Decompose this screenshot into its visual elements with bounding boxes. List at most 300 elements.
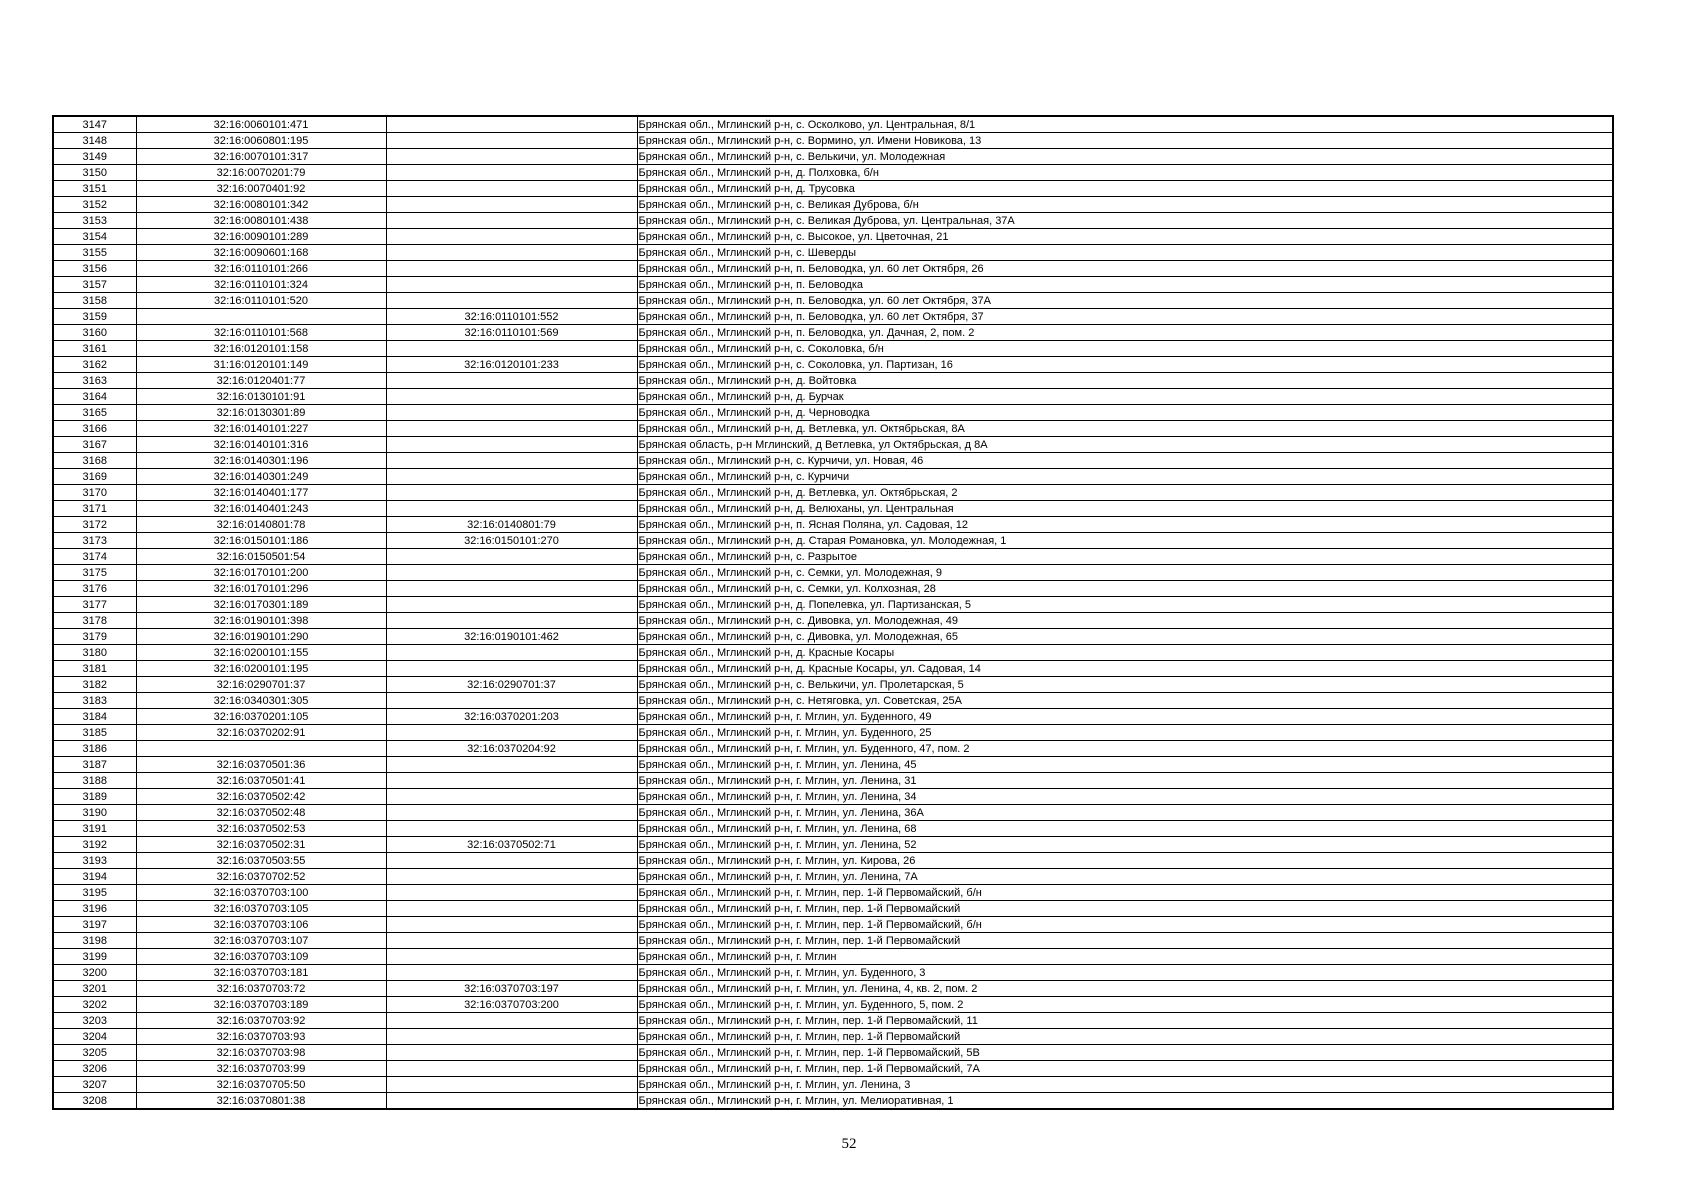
cadastral-number-cell: 31:16:0120101:149	[136, 357, 386, 373]
related-cadastral-number-cell: 32:16:0370703:197	[386, 981, 637, 997]
cadastral-number-cell: 32:16:0080101:342	[136, 197, 386, 213]
related-cadastral-number-cell	[386, 421, 637, 437]
table-row	[53, 1029, 1613, 1045]
property-table	[52, 115, 1614, 1110]
row-number-cell: 3176	[53, 581, 136, 597]
row-number-cell: 3158	[53, 293, 136, 309]
table-row	[53, 549, 1613, 565]
address-cell: Брянская обл., Мглинский р-н, с. Велькичи, ул. Молодежная	[637, 149, 1613, 165]
cadastral-number-cell: 32:16:0060801:195	[136, 133, 386, 149]
cadastral-number-cell: 32:16:0070401:92	[136, 181, 386, 197]
related-cadastral-number-cell	[386, 645, 637, 661]
related-cadastral-number-cell: 32:16:0120101:233	[386, 357, 637, 373]
row-number-cell: 3190	[53, 805, 136, 821]
row-number-cell: 3185	[53, 725, 136, 741]
cadastral-number-cell: 32:16:0200101:155	[136, 645, 386, 661]
related-cadastral-number-cell	[386, 949, 637, 965]
address-cell: Брянская обл., Мглинский р-н, п. Беловодка, ул. 60 лет Октября, 26	[637, 261, 1613, 277]
address-cell: Брянская обл., Мглинский р-н, с. Курчичи, ул. Новая, 46	[637, 453, 1613, 469]
table-row	[53, 325, 1613, 341]
cadastral-number-cell: 32:16:0090601:168	[136, 245, 386, 261]
table-row	[53, 581, 1613, 597]
table-row	[53, 645, 1613, 661]
cadastral-number-cell: 32:16:0140301:196	[136, 453, 386, 469]
address-cell: Брянская обл., Мглинский р-н, п. Беловодка, ул. 60 лет Октября, 37А	[637, 293, 1613, 309]
address-cell: Брянская обл., Мглинский р-н, п. Ясная Поляна, ул. Садовая, 12	[637, 517, 1613, 533]
address-cell: Брянская обл., Мглинский р-н, д. Бурчак	[637, 389, 1613, 405]
cadastral-number-cell: 32:16:0370501:36	[136, 757, 386, 773]
address-cell: Брянская обл., Мглинский р-н, д. Ветлевка, ул. Октябрьская, 8А	[637, 421, 1613, 437]
cadastral-number-cell: 32:16:0370703:107	[136, 933, 386, 949]
cadastral-number-cell: 32:16:0120401:77	[136, 373, 386, 389]
row-number-cell: 3149	[53, 149, 136, 165]
cadastral-number-cell: 32:16:0140101:316	[136, 437, 386, 453]
table-row	[53, 116, 1613, 133]
table-row	[53, 405, 1613, 421]
related-cadastral-number-cell	[386, 341, 637, 357]
address-cell: Брянская обл., Мглинский р-н, г. Мглин, ул. Ленина, 4, кв. 2, пом. 2	[637, 981, 1613, 997]
related-cadastral-number-cell	[386, 405, 637, 421]
related-cadastral-number-cell	[386, 293, 637, 309]
cadastral-number-cell: 32:16:0370703:105	[136, 901, 386, 917]
table-row	[53, 261, 1613, 277]
cadastral-number-cell: 32:16:0140401:243	[136, 501, 386, 517]
table-row	[53, 293, 1613, 309]
row-number-cell: 3178	[53, 613, 136, 629]
address-cell: Брянская обл., Мглинский р-н, г. Мглин, ул. Буденного, 49	[637, 709, 1613, 725]
related-cadastral-number-cell: 32:16:0370703:200	[386, 997, 637, 1013]
cadastral-number-cell: 32:16:0200101:195	[136, 661, 386, 677]
row-number-cell: 3166	[53, 421, 136, 437]
table-row	[53, 597, 1613, 613]
cadastral-number-cell: 32:16:0370801:38	[136, 1093, 386, 1110]
table-row	[53, 485, 1613, 501]
address-cell: Брянская обл., Мглинский р-н, г. Мглин, ул. Ленина, 31	[637, 773, 1613, 789]
related-cadastral-number-cell	[386, 389, 637, 405]
table-row	[53, 533, 1613, 549]
table-row	[53, 229, 1613, 245]
cadastral-number-cell: 32:16:0290701:37	[136, 677, 386, 693]
related-cadastral-number-cell: 32:16:0110101:569	[386, 325, 637, 341]
address-cell: Брянская обл., Мглинский р-н, д. Войтовка	[637, 373, 1613, 389]
cadastral-number-cell: 32:16:0190101:398	[136, 613, 386, 629]
cadastral-number-cell: 32:16:0370703:98	[136, 1045, 386, 1061]
address-cell: Брянская обл., Мглинский р-н, д. Попелевка, ул. Партизанская, 5	[637, 597, 1613, 613]
row-number-cell: 3204	[53, 1029, 136, 1045]
address-cell: Брянская обл., Мглинский р-н, д. Полховка, б/н	[637, 165, 1613, 181]
row-number-cell: 3188	[53, 773, 136, 789]
cadastral-number-cell: 32:16:0370703:106	[136, 917, 386, 933]
table-row	[53, 1013, 1613, 1029]
address-cell: Брянская обл., Мглинский р-н, г. Мглин, пер. 1-й Первомайский	[637, 933, 1613, 949]
row-number-cell: 3186	[53, 741, 136, 757]
row-number-cell: 3184	[53, 709, 136, 725]
row-number-cell: 3165	[53, 405, 136, 421]
cadastral-number-cell: 32:16:0340301:305	[136, 693, 386, 709]
cadastral-number-cell: 32:16:0370703:189	[136, 997, 386, 1013]
table-row	[53, 133, 1613, 149]
row-number-cell: 3181	[53, 661, 136, 677]
related-cadastral-number-cell	[386, 853, 637, 869]
cadastral-number-cell: 32:16:0370702:52	[136, 869, 386, 885]
related-cadastral-number-cell	[386, 1013, 637, 1029]
row-number-cell: 3179	[53, 629, 136, 645]
table-row	[53, 885, 1613, 901]
cadastral-number-cell: 32:16:0370703:109	[136, 949, 386, 965]
row-number-cell: 3170	[53, 485, 136, 501]
related-cadastral-number-cell	[386, 1061, 637, 1077]
row-number-cell: 3151	[53, 181, 136, 197]
address-cell: Брянская обл., Мглинский р-н, с. Дивовка, ул. Молодежная, 49	[637, 613, 1613, 629]
related-cadastral-number-cell: 32:16:0290701:37	[386, 677, 637, 693]
row-number-cell: 3192	[53, 837, 136, 853]
address-cell: Брянская обл., Мглинский р-н, г. Мглин, пер. 1-й Первомайский	[637, 1029, 1613, 1045]
table-row	[53, 709, 1613, 725]
address-cell: Брянская обл., Мглинский р-н, с. Семки, ул. Молодежная, 9	[637, 565, 1613, 581]
row-number-cell: 3172	[53, 517, 136, 533]
address-cell: Брянская обл., Мглинский р-н, д. Красные Косары, ул. Садовая, 14	[637, 661, 1613, 677]
related-cadastral-number-cell	[386, 213, 637, 229]
row-number-cell: 3177	[53, 597, 136, 613]
row-number-cell: 3156	[53, 261, 136, 277]
address-cell: Брянская обл., Мглинский р-н, с. Высокое, ул. Цветочная, 21	[637, 229, 1613, 245]
row-number-cell: 3168	[53, 453, 136, 469]
address-cell: Брянская обл., Мглинский р-н, г. Мглин, пер. 1-й Первомайский	[637, 901, 1613, 917]
related-cadastral-number-cell	[386, 933, 637, 949]
row-number-cell: 3150	[53, 165, 136, 181]
table-row	[53, 421, 1613, 437]
address-cell: Брянская обл., Мглинский р-н, с. Нетяговка, ул. Советская, 25А	[637, 693, 1613, 709]
table-row	[53, 629, 1613, 645]
table-row	[53, 517, 1613, 533]
row-number-cell: 3182	[53, 677, 136, 693]
table-row	[53, 501, 1613, 517]
related-cadastral-number-cell	[386, 1045, 637, 1061]
table-row	[53, 757, 1613, 773]
related-cadastral-number-cell	[386, 133, 637, 149]
related-cadastral-number-cell	[386, 165, 637, 181]
related-cadastral-number-cell: 32:16:0190101:462	[386, 629, 637, 645]
address-cell: Брянская обл., Мглинский р-н, г. Мглин, ул. Буденного, 3	[637, 965, 1613, 981]
cadastral-number-cell: 32:16:0110101:520	[136, 293, 386, 309]
table-row	[53, 213, 1613, 229]
related-cadastral-number-cell: 32:16:0110101:552	[386, 309, 637, 325]
related-cadastral-number-cell: 32:16:0140801:79	[386, 517, 637, 533]
address-cell: Брянская обл., Мглинский р-н, п. Беловодка, ул. Дачная, 2, пом. 2	[637, 325, 1613, 341]
address-cell: Брянская обл., Мглинский р-н, с. Великая Дуброва, ул. Центральная, 37А	[637, 213, 1613, 229]
related-cadastral-number-cell	[386, 613, 637, 629]
table-row	[53, 933, 1613, 949]
row-number-cell: 3191	[53, 821, 136, 837]
table-row	[53, 965, 1613, 981]
address-cell: Брянская обл., Мглинский р-н, д. Ветлевка, ул. Октябрьская, 2	[637, 485, 1613, 501]
address-cell: Брянская обл., Мглинский р-н, с. Соколовка, ул. Партизан, 16	[637, 357, 1613, 373]
cadastral-number-cell: 32:16:0170101:296	[136, 581, 386, 597]
table-row	[53, 693, 1613, 709]
address-cell: Брянская обл., Мглинский р-н, г. Мглин, ул. Ленина, 68	[637, 821, 1613, 837]
row-number-cell: 3173	[53, 533, 136, 549]
address-cell: Брянская обл., Мглинский р-н, г. Мглин, ул. Буденного, 5, пом. 2	[637, 997, 1613, 1013]
row-number-cell: 3175	[53, 565, 136, 581]
row-number-cell: 3183	[53, 693, 136, 709]
table-row	[53, 165, 1613, 181]
related-cadastral-number-cell	[386, 789, 637, 805]
cadastral-number-cell: 32:16:0370201:105	[136, 709, 386, 725]
row-number-cell: 3160	[53, 325, 136, 341]
related-cadastral-number-cell	[386, 917, 637, 933]
related-cadastral-number-cell	[386, 437, 637, 453]
table-row	[53, 149, 1613, 165]
address-cell: Брянская обл., Мглинский р-н, г. Мглин, ул. Мелиоративная, 1	[637, 1093, 1613, 1110]
table-row	[53, 613, 1613, 629]
related-cadastral-number-cell	[386, 229, 637, 245]
address-cell: Брянская обл., Мглинский р-н, с. Курчичи	[637, 469, 1613, 485]
address-cell: Брянская обл., Мглинский р-н, с. Шеверды	[637, 245, 1613, 261]
row-number-cell: 3147	[53, 116, 136, 133]
row-number-cell: 3194	[53, 869, 136, 885]
related-cadastral-number-cell	[386, 693, 637, 709]
address-cell: Брянская обл., Мглинский р-н, г. Мглин, ул. Ленина, 34	[637, 789, 1613, 805]
table-body	[53, 116, 1613, 1109]
related-cadastral-number-cell	[386, 805, 637, 821]
cadastral-number-cell: 32:16:0110101:568	[136, 325, 386, 341]
address-cell: Брянская обл., Мглинский р-н, с. Дивовка, ул. Молодежная, 65	[637, 629, 1613, 645]
table-row	[53, 181, 1613, 197]
table-row	[53, 853, 1613, 869]
address-cell: Брянская обл., Мглинский р-н, с. Семки, ул. Колхозная, 28	[637, 581, 1613, 597]
table-row	[53, 789, 1613, 805]
related-cadastral-number-cell	[386, 181, 637, 197]
related-cadastral-number-cell	[386, 581, 637, 597]
address-cell: Брянская обл., Мглинский р-н, г. Мглин	[637, 949, 1613, 965]
row-number-cell: 3206	[53, 1061, 136, 1077]
related-cadastral-number-cell: 32:16:0150101:270	[386, 533, 637, 549]
table-row	[53, 197, 1613, 213]
address-cell: Брянская обл., Мглинский р-н, п. Беловодка	[637, 277, 1613, 293]
row-number-cell: 3189	[53, 789, 136, 805]
cadastral-number-cell: 32:16:0140301:249	[136, 469, 386, 485]
row-number-cell: 3195	[53, 885, 136, 901]
related-cadastral-number-cell	[386, 1093, 637, 1110]
related-cadastral-number-cell	[386, 965, 637, 981]
related-cadastral-number-cell	[386, 469, 637, 485]
row-number-cell: 3164	[53, 389, 136, 405]
row-number-cell: 3193	[53, 853, 136, 869]
row-number-cell: 3167	[53, 437, 136, 453]
row-number-cell: 3174	[53, 549, 136, 565]
address-cell: Брянская обл., Мглинский р-н, г. Мглин, ул. Ленина, 45	[637, 757, 1613, 773]
address-cell: Брянская обл., Мглинский р-н, д. Трусовка	[637, 181, 1613, 197]
cadastral-number-cell: 32:16:0080101:438	[136, 213, 386, 229]
address-cell: Брянская обл., Мглинский р-н, д. Черноводка	[637, 405, 1613, 421]
related-cadastral-number-cell: 32:16:0370201:203	[386, 709, 637, 725]
related-cadastral-number-cell	[386, 757, 637, 773]
address-cell: Брянская обл., Мглинский р-н, г. Мглин, ул. Буденного, 47, пом. 2	[637, 741, 1613, 757]
row-number-cell: 3154	[53, 229, 136, 245]
cadastral-number-cell: 32:16:0060101:471	[136, 116, 386, 133]
table-row	[53, 389, 1613, 405]
cadastral-number-cell	[136, 741, 386, 757]
cadastral-number-cell: 32:16:0370703:72	[136, 981, 386, 997]
table-row	[53, 869, 1613, 885]
related-cadastral-number-cell	[386, 565, 637, 581]
row-number-cell: 3203	[53, 1013, 136, 1029]
table-row	[53, 1061, 1613, 1077]
row-number-cell: 3208	[53, 1093, 136, 1110]
related-cadastral-number-cell	[386, 501, 637, 517]
page-number: 52	[841, 1136, 857, 1152]
address-cell: Брянская обл., Мглинский р-н, г. Мглин, ул. Ленина, 3	[637, 1077, 1613, 1093]
related-cadastral-number-cell	[386, 821, 637, 837]
cadastral-number-cell: 32:16:0190101:290	[136, 629, 386, 645]
cadastral-number-cell: 32:16:0170301:189	[136, 597, 386, 613]
row-number-cell: 3169	[53, 469, 136, 485]
cadastral-number-cell: 32:16:0370502:53	[136, 821, 386, 837]
row-number-cell: 3205	[53, 1045, 136, 1061]
address-cell: Брянская обл., Мглинский р-н, г. Мглин, ул. Ленина, 36А	[637, 805, 1613, 821]
table-row	[53, 997, 1613, 1013]
table-row	[53, 901, 1613, 917]
row-number-cell: 3200	[53, 965, 136, 981]
table-row	[53, 373, 1613, 389]
row-number-cell: 3197	[53, 917, 136, 933]
address-cell: Брянская обл., Мглинский р-н, с. Разрытое	[637, 549, 1613, 565]
address-cell: Брянская обл., Мглинский р-н, с. Вормино, ул. Имени Новикова, 13	[637, 133, 1613, 149]
row-number-cell: 3207	[53, 1077, 136, 1093]
cadastral-number-cell: 32:16:0070201:79	[136, 165, 386, 181]
table-row	[53, 741, 1613, 757]
related-cadastral-number-cell	[386, 453, 637, 469]
related-cadastral-number-cell	[386, 197, 637, 213]
related-cadastral-number-cell: 32:16:0370502:71	[386, 837, 637, 853]
row-number-cell: 3153	[53, 213, 136, 229]
related-cadastral-number-cell	[386, 116, 637, 133]
address-cell: Брянская обл., Мглинский р-н, г. Мглин, пер. 1-й Первомайский, 7А	[637, 1061, 1613, 1077]
cadastral-number-cell: 32:16:0370703:92	[136, 1013, 386, 1029]
related-cadastral-number-cell	[386, 661, 637, 677]
row-number-cell: 3159	[53, 309, 136, 325]
cadastral-number-cell: 32:16:0120101:158	[136, 341, 386, 357]
address-cell: Брянская обл., Мглинский р-н, д. Старая Романовка, ул. Молодежная, 1	[637, 533, 1613, 549]
cadastral-number-cell: 32:16:0370502:31	[136, 837, 386, 853]
related-cadastral-number-cell	[386, 1077, 637, 1093]
cadastral-number-cell: 32:16:0110101:324	[136, 277, 386, 293]
cadastral-number-cell: 32:16:0070101:317	[136, 149, 386, 165]
cadastral-number-cell: 32:16:0370703:181	[136, 965, 386, 981]
address-cell: Брянская обл., Мглинский р-н, с. Осколково, ул. Центральная, 8/1	[637, 116, 1613, 133]
table-row	[53, 453, 1613, 469]
address-cell: Брянская область, р-н Мглинский, д Ветлевка, ул Октябрьская, д 8А	[637, 437, 1613, 453]
table-row	[53, 437, 1613, 453]
cadastral-number-cell: 32:16:0140101:227	[136, 421, 386, 437]
cadastral-number-cell: 32:16:0370501:41	[136, 773, 386, 789]
address-cell: Брянская обл., Мглинский р-н, д. Красные Косары	[637, 645, 1613, 661]
cadastral-number-cell: 32:16:0110101:266	[136, 261, 386, 277]
cadastral-number-cell: 32:16:0140401:177	[136, 485, 386, 501]
table-row	[53, 341, 1613, 357]
cadastral-number-cell: 32:16:0140801:78	[136, 517, 386, 533]
table-row	[53, 661, 1613, 677]
related-cadastral-number-cell	[386, 149, 637, 165]
related-cadastral-number-cell	[386, 869, 637, 885]
row-number-cell: 3161	[53, 341, 136, 357]
cadastral-number-cell: 32:16:0370703:99	[136, 1061, 386, 1077]
table-row	[53, 277, 1613, 293]
cadastral-number-cell: 32:16:0370705:50	[136, 1077, 386, 1093]
cadastral-number-cell: 32:16:0370703:93	[136, 1029, 386, 1045]
table-row	[53, 773, 1613, 789]
table-row	[53, 1093, 1613, 1110]
row-number-cell: 3187	[53, 757, 136, 773]
cadastral-number-cell: 32:16:0370502:48	[136, 805, 386, 821]
address-cell: Брянская обл., Мглинский р-н, г. Мглин, ул. Ленина, 7А	[637, 869, 1613, 885]
table-row	[53, 821, 1613, 837]
address-cell: Брянская обл., Мглинский р-н, с. Великая Дуброва, б/н	[637, 197, 1613, 213]
address-cell: Брянская обл., Мглинский р-н, п. Беловодка, ул. 60 лет Октября, 37	[637, 309, 1613, 325]
address-cell: Брянская обл., Мглинский р-н, г. Мглин, пер. 1-й Первомайский, б/н	[637, 885, 1613, 901]
address-cell: Брянская обл., Мглинский р-н, с. Велькичи, ул. Пролетарская, 5	[637, 677, 1613, 693]
cadastral-number-cell: 32:16:0150101:186	[136, 533, 386, 549]
cadastral-number-cell: 32:16:0130301:89	[136, 405, 386, 421]
row-number-cell: 3171	[53, 501, 136, 517]
table-row	[53, 805, 1613, 821]
table-row	[53, 725, 1613, 741]
cadastral-number-cell	[136, 309, 386, 325]
row-number-cell: 3148	[53, 133, 136, 149]
table-row	[53, 1077, 1613, 1093]
table-row	[53, 565, 1613, 581]
related-cadastral-number-cell	[386, 277, 637, 293]
table-row	[53, 245, 1613, 261]
table-row	[53, 917, 1613, 933]
related-cadastral-number-cell	[386, 245, 637, 261]
address-cell: Брянская обл., Мглинский р-н, г. Мглин, ул. Буденного, 25	[637, 725, 1613, 741]
row-number-cell: 3162	[53, 357, 136, 373]
row-number-cell: 3201	[53, 981, 136, 997]
row-number-cell: 3155	[53, 245, 136, 261]
address-cell: Брянская обл., Мглинский р-н, г. Мглин, пер. 1-й Первомайский, б/н	[637, 917, 1613, 933]
related-cadastral-number-cell	[386, 597, 637, 613]
cadastral-number-cell: 32:16:0370502:42	[136, 789, 386, 805]
address-cell: Брянская обл., Мглинский р-н, с. Соколовка, б/н	[637, 341, 1613, 357]
table-row	[53, 837, 1613, 853]
related-cadastral-number-cell	[386, 261, 637, 277]
cadastral-number-cell: 32:16:0170101:200	[136, 565, 386, 581]
related-cadastral-number-cell	[386, 885, 637, 901]
cadastral-number-cell: 32:16:0370503:55	[136, 853, 386, 869]
related-cadastral-number-cell	[386, 725, 637, 741]
cadastral-number-cell: 32:16:0090101:289	[136, 229, 386, 245]
cadastral-number-cell: 32:16:0370703:100	[136, 885, 386, 901]
related-cadastral-number-cell: 32:16:0370204:92	[386, 741, 637, 757]
cadastral-number-cell: 32:16:0130101:91	[136, 389, 386, 405]
cadastral-number-cell: 32:16:0370202:91	[136, 725, 386, 741]
related-cadastral-number-cell	[386, 373, 637, 389]
address-cell: Брянская обл., Мглинский р-н, г. Мглин, ул. Кирова, 26	[637, 853, 1613, 869]
row-number-cell: 3199	[53, 949, 136, 965]
row-number-cell: 3180	[53, 645, 136, 661]
related-cadastral-number-cell	[386, 901, 637, 917]
row-number-cell: 3196	[53, 901, 136, 917]
address-cell: Брянская обл., Мглинский р-н, г. Мглин, пер. 1-й Первомайский, 11	[637, 1013, 1613, 1029]
table-row	[53, 1045, 1613, 1061]
table-row	[53, 309, 1613, 325]
address-cell: Брянская обл., Мглинский р-н, д. Велюханы, ул. Центральная	[637, 501, 1613, 517]
address-cell: Брянская обл., Мглинский р-н, г. Мглин, пер. 1-й Первомайский, 5В	[637, 1045, 1613, 1061]
address-cell: Брянская обл., Мглинский р-н, г. Мглин, ул. Ленина, 52	[637, 837, 1613, 853]
related-cadastral-number-cell	[386, 773, 637, 789]
table-row	[53, 981, 1613, 997]
